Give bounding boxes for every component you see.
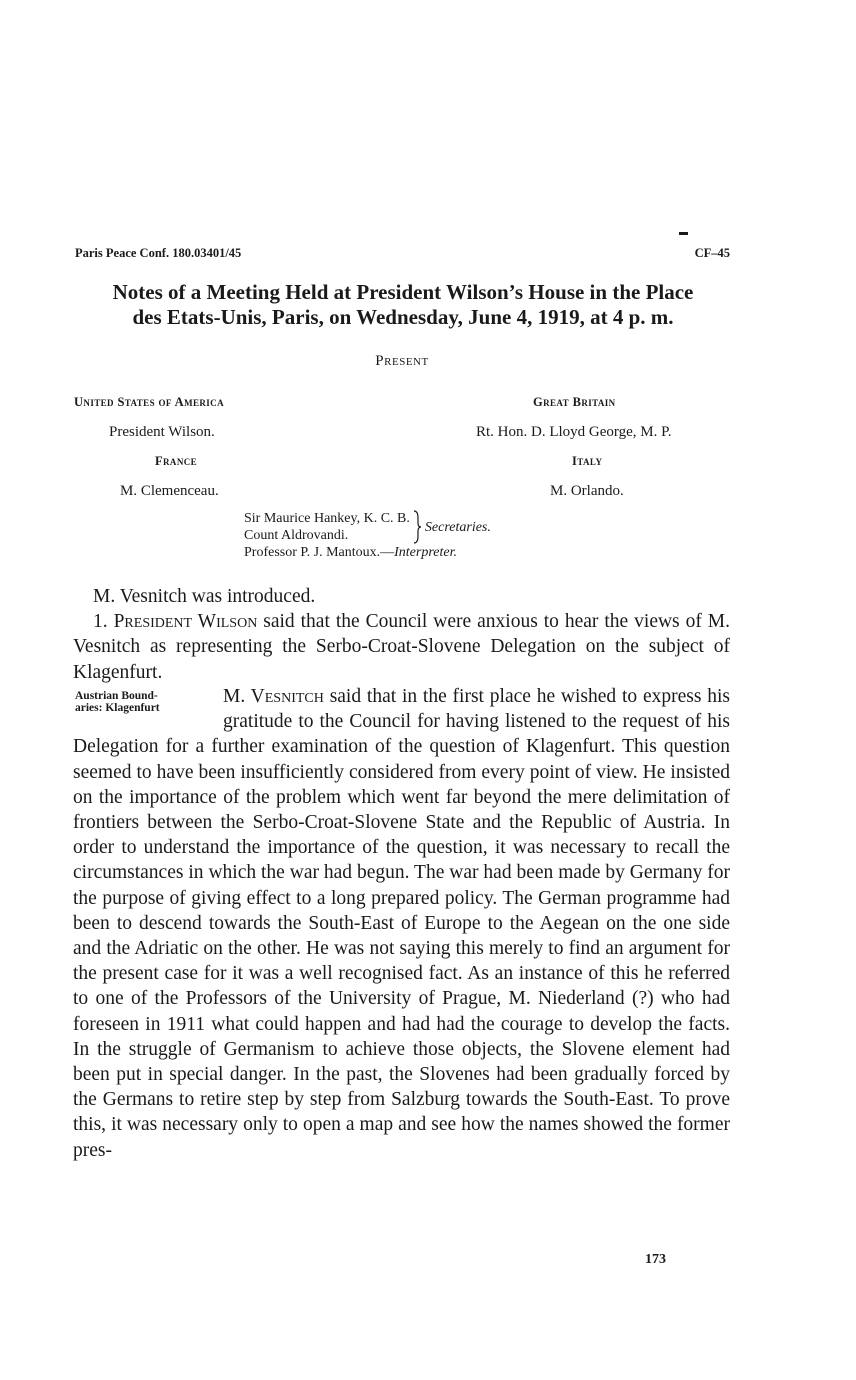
page-title bbox=[72, 280, 734, 330]
page-number: 173 bbox=[645, 1252, 666, 1267]
margin-note-space bbox=[73, 684, 223, 734]
present-heading: Present bbox=[375, 353, 429, 369]
secretary-aldrovandi: Count Aldrovandi. bbox=[244, 528, 349, 543]
item-1-speaker: President Wilson bbox=[113, 611, 258, 633]
interpreter-name: Professor P. J. Mantoux.— bbox=[244, 545, 395, 560]
delegation-usa-heading: United States of America bbox=[74, 395, 224, 409]
body-text bbox=[73, 584, 730, 685]
secretaries-block bbox=[244, 510, 491, 561]
delegation-france-member: M. Clemenceau. bbox=[120, 483, 219, 499]
document-code: CF–45 bbox=[694, 246, 730, 260]
delegation-france-heading: France bbox=[155, 454, 198, 468]
document-reference: Paris Peace Conf. 180.03401/45 bbox=[75, 246, 242, 260]
delegation-britain-member: Rt. Hon. D. Lloyd George, M. P. bbox=[476, 424, 672, 440]
secretary-hankey: Sir Maurice Hankey, K. C. B. bbox=[244, 511, 410, 526]
delegation-italy-member: M. Orlando. bbox=[550, 483, 624, 499]
delegation-britain-heading: Great Britain bbox=[533, 395, 616, 409]
main-paragraph bbox=[73, 684, 730, 1163]
margin-note-line-2: aries: Klagenfurt bbox=[75, 702, 160, 714]
main-paragraph-speaker: M. Vesnitch bbox=[223, 686, 324, 707]
item-1-number: 1. bbox=[93, 611, 108, 633]
brace-icon bbox=[412, 510, 422, 544]
item-1-text: said that the Council were anxious to hear the views of M. Vesnitch as representing the Serbo-Croat-Slovene Delegation on the subject of Klagenfurt. bbox=[73, 611, 731, 683]
title-line-1: Notes of a Meeting Held at President Wilson’s House in the Place bbox=[112, 280, 694, 304]
main-paragraph-wrap bbox=[73, 684, 730, 1163]
delegation-usa-member: President Wilson. bbox=[109, 424, 215, 440]
header-mark bbox=[679, 232, 688, 235]
delegation-italy-heading: Italy bbox=[572, 454, 603, 468]
interpreter-label: Interpreter. bbox=[394, 545, 457, 560]
margin-note-line-1: Austrian Bound- bbox=[75, 690, 158, 702]
intro-paragraph: M. Vesnitch was introduced. bbox=[93, 586, 316, 607]
title-line-2: des Etats-Unis, Paris, on Wednesday, June 4, 1919, at 4 p. m. bbox=[132, 305, 674, 329]
main-paragraph-text: said that in the first place he wished to express his gratitude to the Council for having listened to the request of his Delegation for a further examination of the question of Klagenfurt. This question seemed to have been insufficiently considered from every point of view. He insisted on the importance of the problem which went far beyond the mere delimitation of frontiers between the Serbo-Croat-Slovene State and the Republic of Austria. In order to understand the importance of the question, it was necessary to recall the circumstances in which the war had begun. The war had been made by Germany for the purpose of giving effect to a long prepared policy. The German programme had been to descend towards the South-East of Europe to the Aegean on the one side and the Adriatic on the other. He was not saying this merely to find an argument for the present case for it was a well recognised fact. As an instance of this he referred to one of the Professors of the University of Prague, M. Niederland (?) who had foreseen in 1911 what could happen and had had the courage to develop the facts. In the struggle of Germanism to achieve those objects, the Slovene element had been put in special danger. In the past, the Slovenes had been gradually forced by the Germans to retire step by step from Salzburg towards the South-East. To prove this, it was necessary only to open a map and see how the names showed the former pres- bbox=[73, 686, 731, 1161]
secretaries-label: Secretaries. bbox=[424, 519, 491, 535]
item-1-paragraph bbox=[73, 609, 730, 685]
